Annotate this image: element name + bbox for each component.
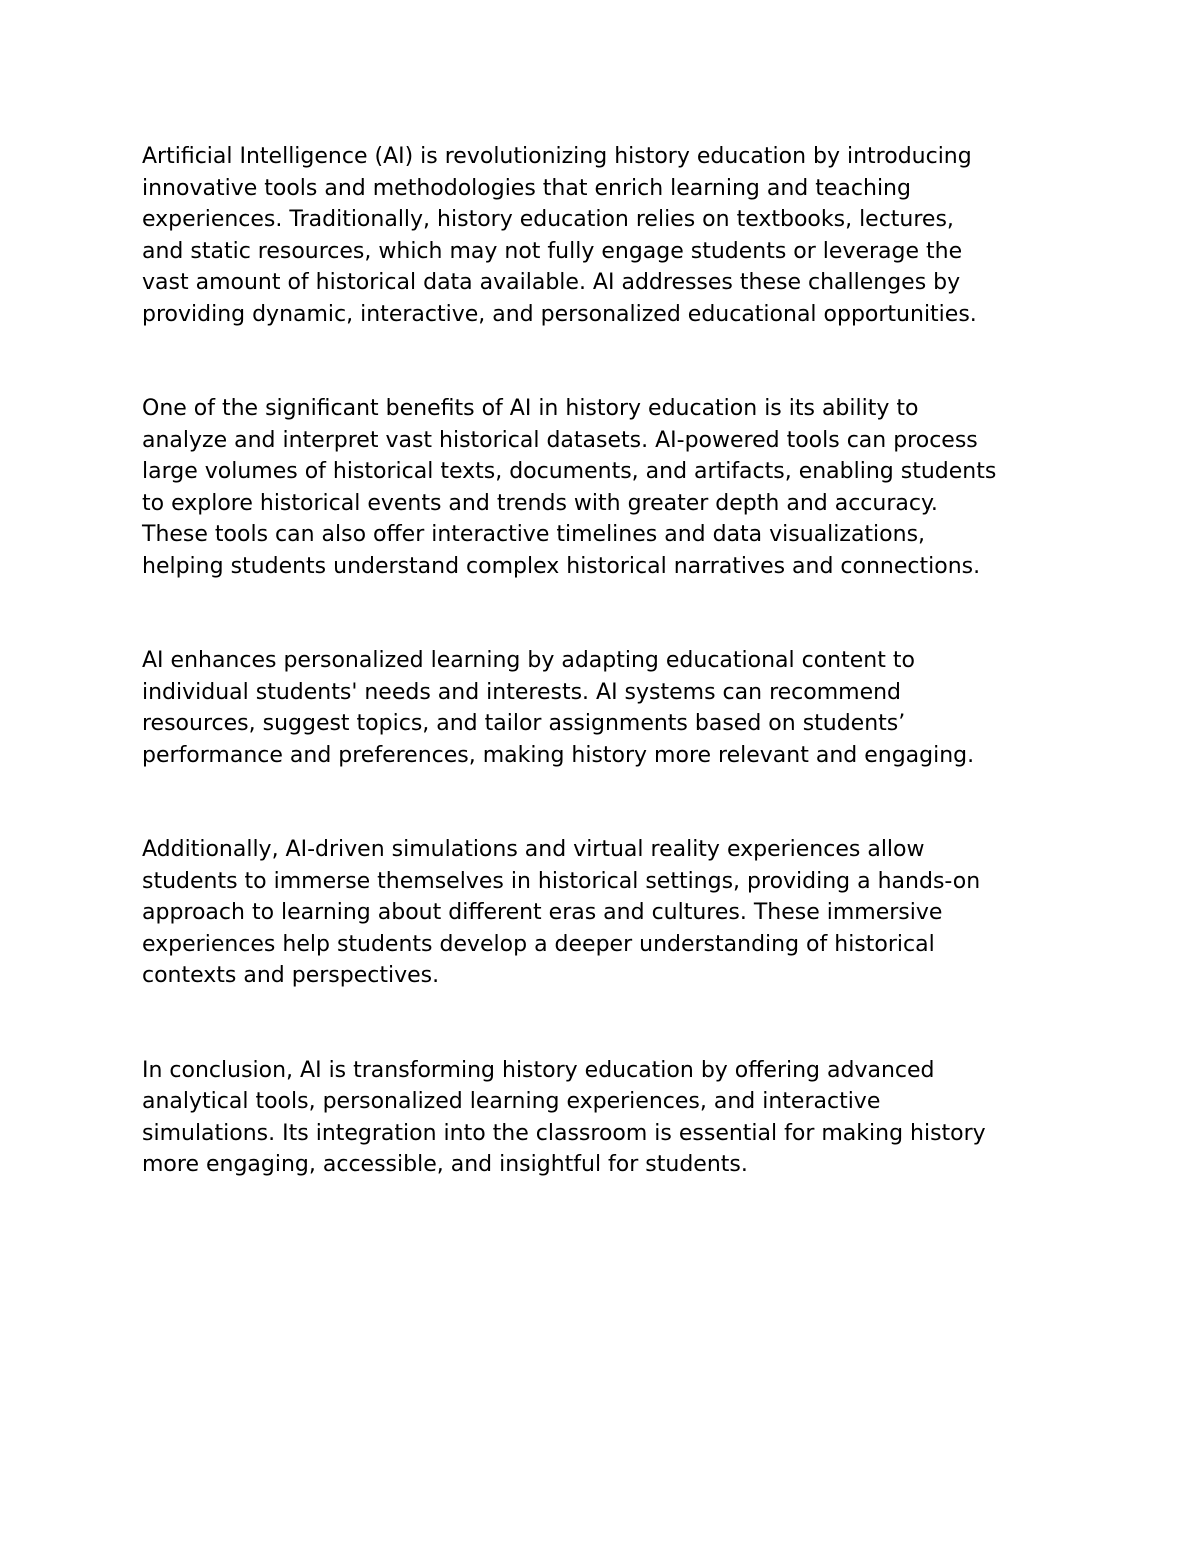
text-line: approach to learning about different eras and cultures. These immersive [142, 900, 943, 925]
text-line: One of the significant benefits of AI in history education is its ability to [142, 396, 919, 421]
paragraph-personalized-learning [142, 645, 1082, 771]
text-line: In conclusion, AI is transforming history education by offering advanced [142, 1057, 935, 1083]
text-line: providing dynamic, interactive, and personalized educational opportunities. [142, 301, 977, 327]
text-line: vast amount of historical data available. AI addresses these challenges by [142, 270, 961, 295]
text-line: Additionally, AI-driven simulations and virtual reality experiences allow [142, 837, 925, 862]
paragraph-conclusion [142, 1055, 1082, 1181]
text-line: analyze and interpret vast historical datasets. AI-powered tools can process [142, 427, 978, 453]
text-line: experiences. Traditionally, history education relies on textbooks, lectures, [142, 207, 954, 232]
text-line: helping students understand complex historical narratives and connections. [142, 553, 981, 579]
text-line: individual students' needs and interests. AI systems can recommend [142, 679, 902, 705]
text-line: and static resources, which may not fully engage students or leverage the [142, 238, 963, 264]
text-line: more engaging, accessible, and insightful for students. [142, 1152, 748, 1177]
text-line: students to immerse themselves in historical settings, providing a hands-on [142, 868, 981, 894]
text-line: Artificial Intelligence (AI) is revolutionizing history education by introducing [142, 144, 972, 169]
text-line: These tools can also offer interactive timelines and data visualizations, [142, 522, 926, 547]
text-line: experiences help students develop a deeper understanding of historical [142, 931, 935, 957]
paragraph-simulations [142, 834, 1082, 992]
text-line: analytical tools, personalized learning experiences, and interactive [142, 1089, 881, 1114]
document-body [142, 141, 1082, 1181]
text-line: large volumes of historical texts, documents, and artifacts, enabling students [142, 459, 997, 484]
text-line: performance and preferences, making history more relevant and engaging. [142, 742, 975, 768]
text-line: simulations. Its integration into the classroom is essential for making history [142, 1120, 986, 1146]
text-line: to explore historical events and trends with greater depth and accuracy. [142, 490, 938, 516]
paragraph-data-analysis [142, 393, 1082, 582]
text-line: contexts and perspectives. [142, 963, 440, 988]
text-line: resources, suggest topics, and tailor assignments based on students’ [142, 711, 906, 736]
paragraph-introduction [142, 141, 1082, 330]
text-line: innovative tools and methodologies that enrich learning and teaching [142, 175, 911, 201]
text-line: AI enhances personalized learning by adapting educational content to [142, 648, 915, 673]
